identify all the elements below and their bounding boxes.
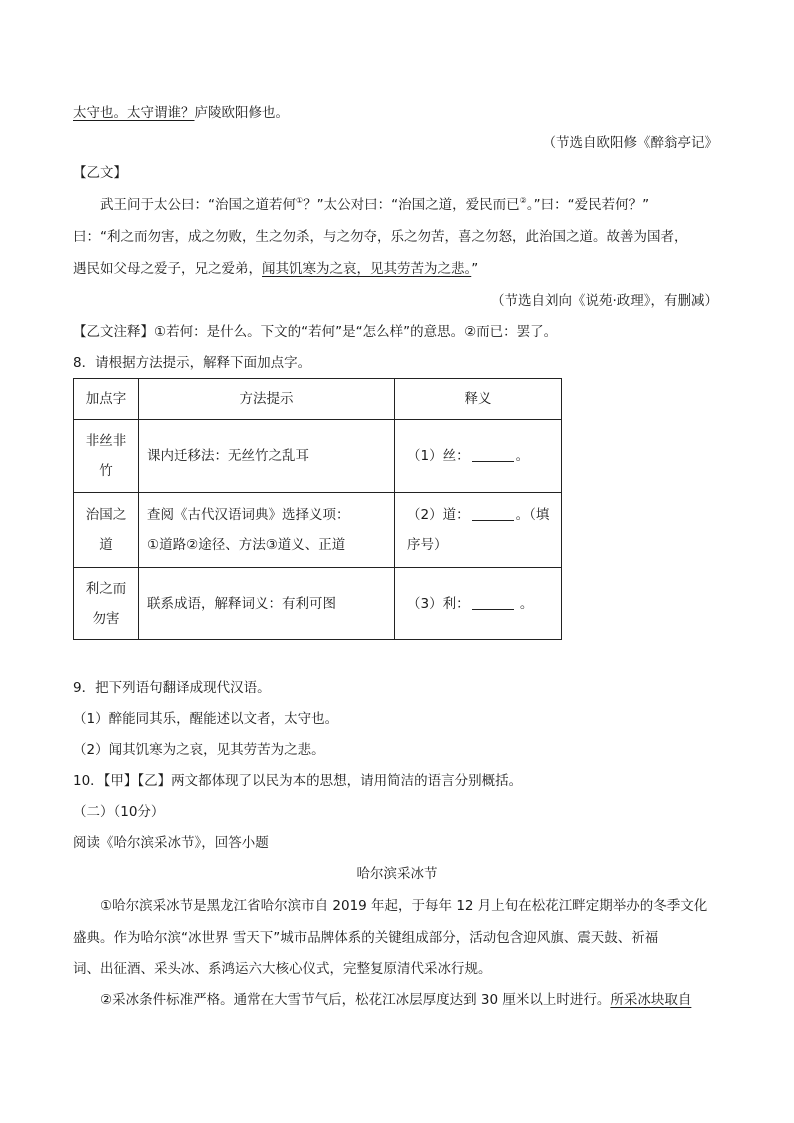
footnote-marker-1: ①: [296, 196, 304, 205]
article-para-1-line-3: 词、出征酒、采头冰、系鸿运六大核心仪式，完整复原清代采冰行规。: [73, 961, 492, 977]
word-text: 竹: [99, 463, 113, 479]
yiwen-heading: 【乙文】: [73, 165, 127, 181]
method-text: ①道路②途径、方法③道义、正道: [147, 537, 346, 553]
table-row: [74, 568, 562, 640]
section-2-instruction: 阅读《哈尔滨采冰节》，回答小题: [73, 835, 269, 851]
answer-cell: [395, 568, 562, 640]
question-8-prompt: 8．请根据方法提示，解释下面加点字。: [73, 355, 312, 371]
method-cell: [139, 420, 395, 493]
underlined-phrase: 所采冰块取自: [610, 992, 692, 1008]
text-span: 遇民如父母之爱子，兄之爱弟，: [73, 261, 262, 277]
table-row: [74, 420, 562, 493]
method-text: 课内迁移法：无丝竹之乱耳: [147, 448, 309, 464]
word-text: 道: [99, 537, 113, 553]
answer-suffix: 。（填: [515, 507, 550, 523]
word-cell: [74, 568, 139, 640]
text-span: ”: [471, 261, 479, 277]
yiwen-paragraph-line-3: [73, 259, 478, 279]
footnote-marker-2: ②: [519, 196, 527, 205]
question-9-item-2: （2）闻其饥寒为之哀，见其劳苦为之悲。: [73, 742, 325, 758]
table-header-row: [74, 379, 562, 420]
text-span: 武王问于太公曰：“治国之道若何: [100, 197, 296, 213]
word-text: 利之而: [85, 580, 127, 597]
method-cell: [139, 493, 395, 568]
word-text: 勿害: [92, 610, 120, 627]
method-text: 查阅《古代汉语词典》选择义项：: [147, 507, 350, 523]
answer-line: [407, 441, 561, 471]
yiwen-paragraph-line-2: 曰：“利之而勿害，成之勿败，生之勿杀，与之勿夺，乐之勿苦，喜之勿怒，此治国之道。故善为国者，: [73, 229, 688, 245]
underlined-sentence: 闻其饥寒为之哀，见其劳苦为之悲。: [262, 261, 472, 277]
yiwen-paragraph-line-1: [100, 195, 649, 215]
question-9-prompt: 9．把下列语句翻译成现代汉语。: [73, 680, 271, 696]
article-para-1-line-1: ①哈尔滨采冰节是黑龙江省哈尔滨市自 2019 年起，于每年 12 月上旬在松花江畔定期举办的冬季文化: [100, 898, 708, 914]
word-text: 非丝非: [85, 433, 127, 449]
answer-blank[interactable]: [472, 447, 514, 462]
yiwen-notes: 【乙文注释】①若何：是什么。下文的“若何”是“怎么样”的意思。②而已：罢了。: [73, 324, 558, 340]
word-cell: [74, 420, 139, 493]
method-table: [73, 378, 562, 640]
section-2-label: （二）（10分）: [73, 804, 165, 820]
method-text: 联系成语，解释词义：有利可图: [147, 595, 336, 612]
text-span: ？”太公对曰：“治国之道，爱民而已: [303, 197, 520, 213]
word-text: 治国之: [85, 507, 127, 523]
text-span: 庐陵欧阳修也。: [194, 105, 289, 121]
question-10-prompt: 10．【甲】【乙】两文都体现了以民为本的思想，请用简洁的语言分别概括。: [73, 773, 523, 789]
answer-blank[interactable]: [472, 506, 514, 521]
answer-cell: [395, 493, 562, 568]
answer-line: [407, 589, 561, 619]
jiawen-ending-line: [73, 103, 289, 123]
answer-label: （3）利：: [407, 595, 470, 612]
answer-cell: [395, 420, 562, 493]
header-cell: 方法提示: [139, 379, 395, 420]
answer-label: （1）丝：: [407, 448, 470, 464]
source-citation-jiawen: （节选自欧阳修《醉翁亭记》: [542, 135, 718, 151]
article-para-2-line-1: [100, 990, 691, 1010]
answer-blank[interactable]: [472, 595, 514, 610]
method-cell: [139, 568, 395, 640]
header-cell: 加点字: [74, 379, 139, 420]
answer-label: （2）道：: [407, 507, 470, 523]
answer-note: 序号）: [407, 537, 448, 553]
text-span: 。”曰：“爱民若何？”: [526, 197, 650, 213]
answer-suffix: 。: [515, 448, 530, 464]
table-row: [74, 493, 562, 568]
answer-line: [407, 500, 561, 530]
text-span: ②采冰条件标准严格。通常在大雪节气后，松花江冰层厚度达到 30 厘米以上时进行。: [100, 992, 611, 1008]
article-title: 哈尔滨采冰节: [356, 866, 438, 882]
article-para-1-line-2: 盛典。作为哈尔滨“冰世界 雪天下”城市品牌体系的关键组成部分，活动包含迎风旗、震天鼓、祈福: [73, 930, 659, 946]
answer-suffix: 。: [515, 595, 534, 612]
source-citation-yiwen: （节选自刘向《说苑·政理》，有删减）: [490, 293, 718, 309]
underlined-phrase: 太守也。太守谓谁？: [73, 105, 195, 121]
word-cell: [74, 493, 139, 568]
header-cell: 释义: [395, 379, 562, 420]
question-9-item-1: （1）醉能同其乐，醒能述以文者，太守也。: [73, 711, 339, 727]
